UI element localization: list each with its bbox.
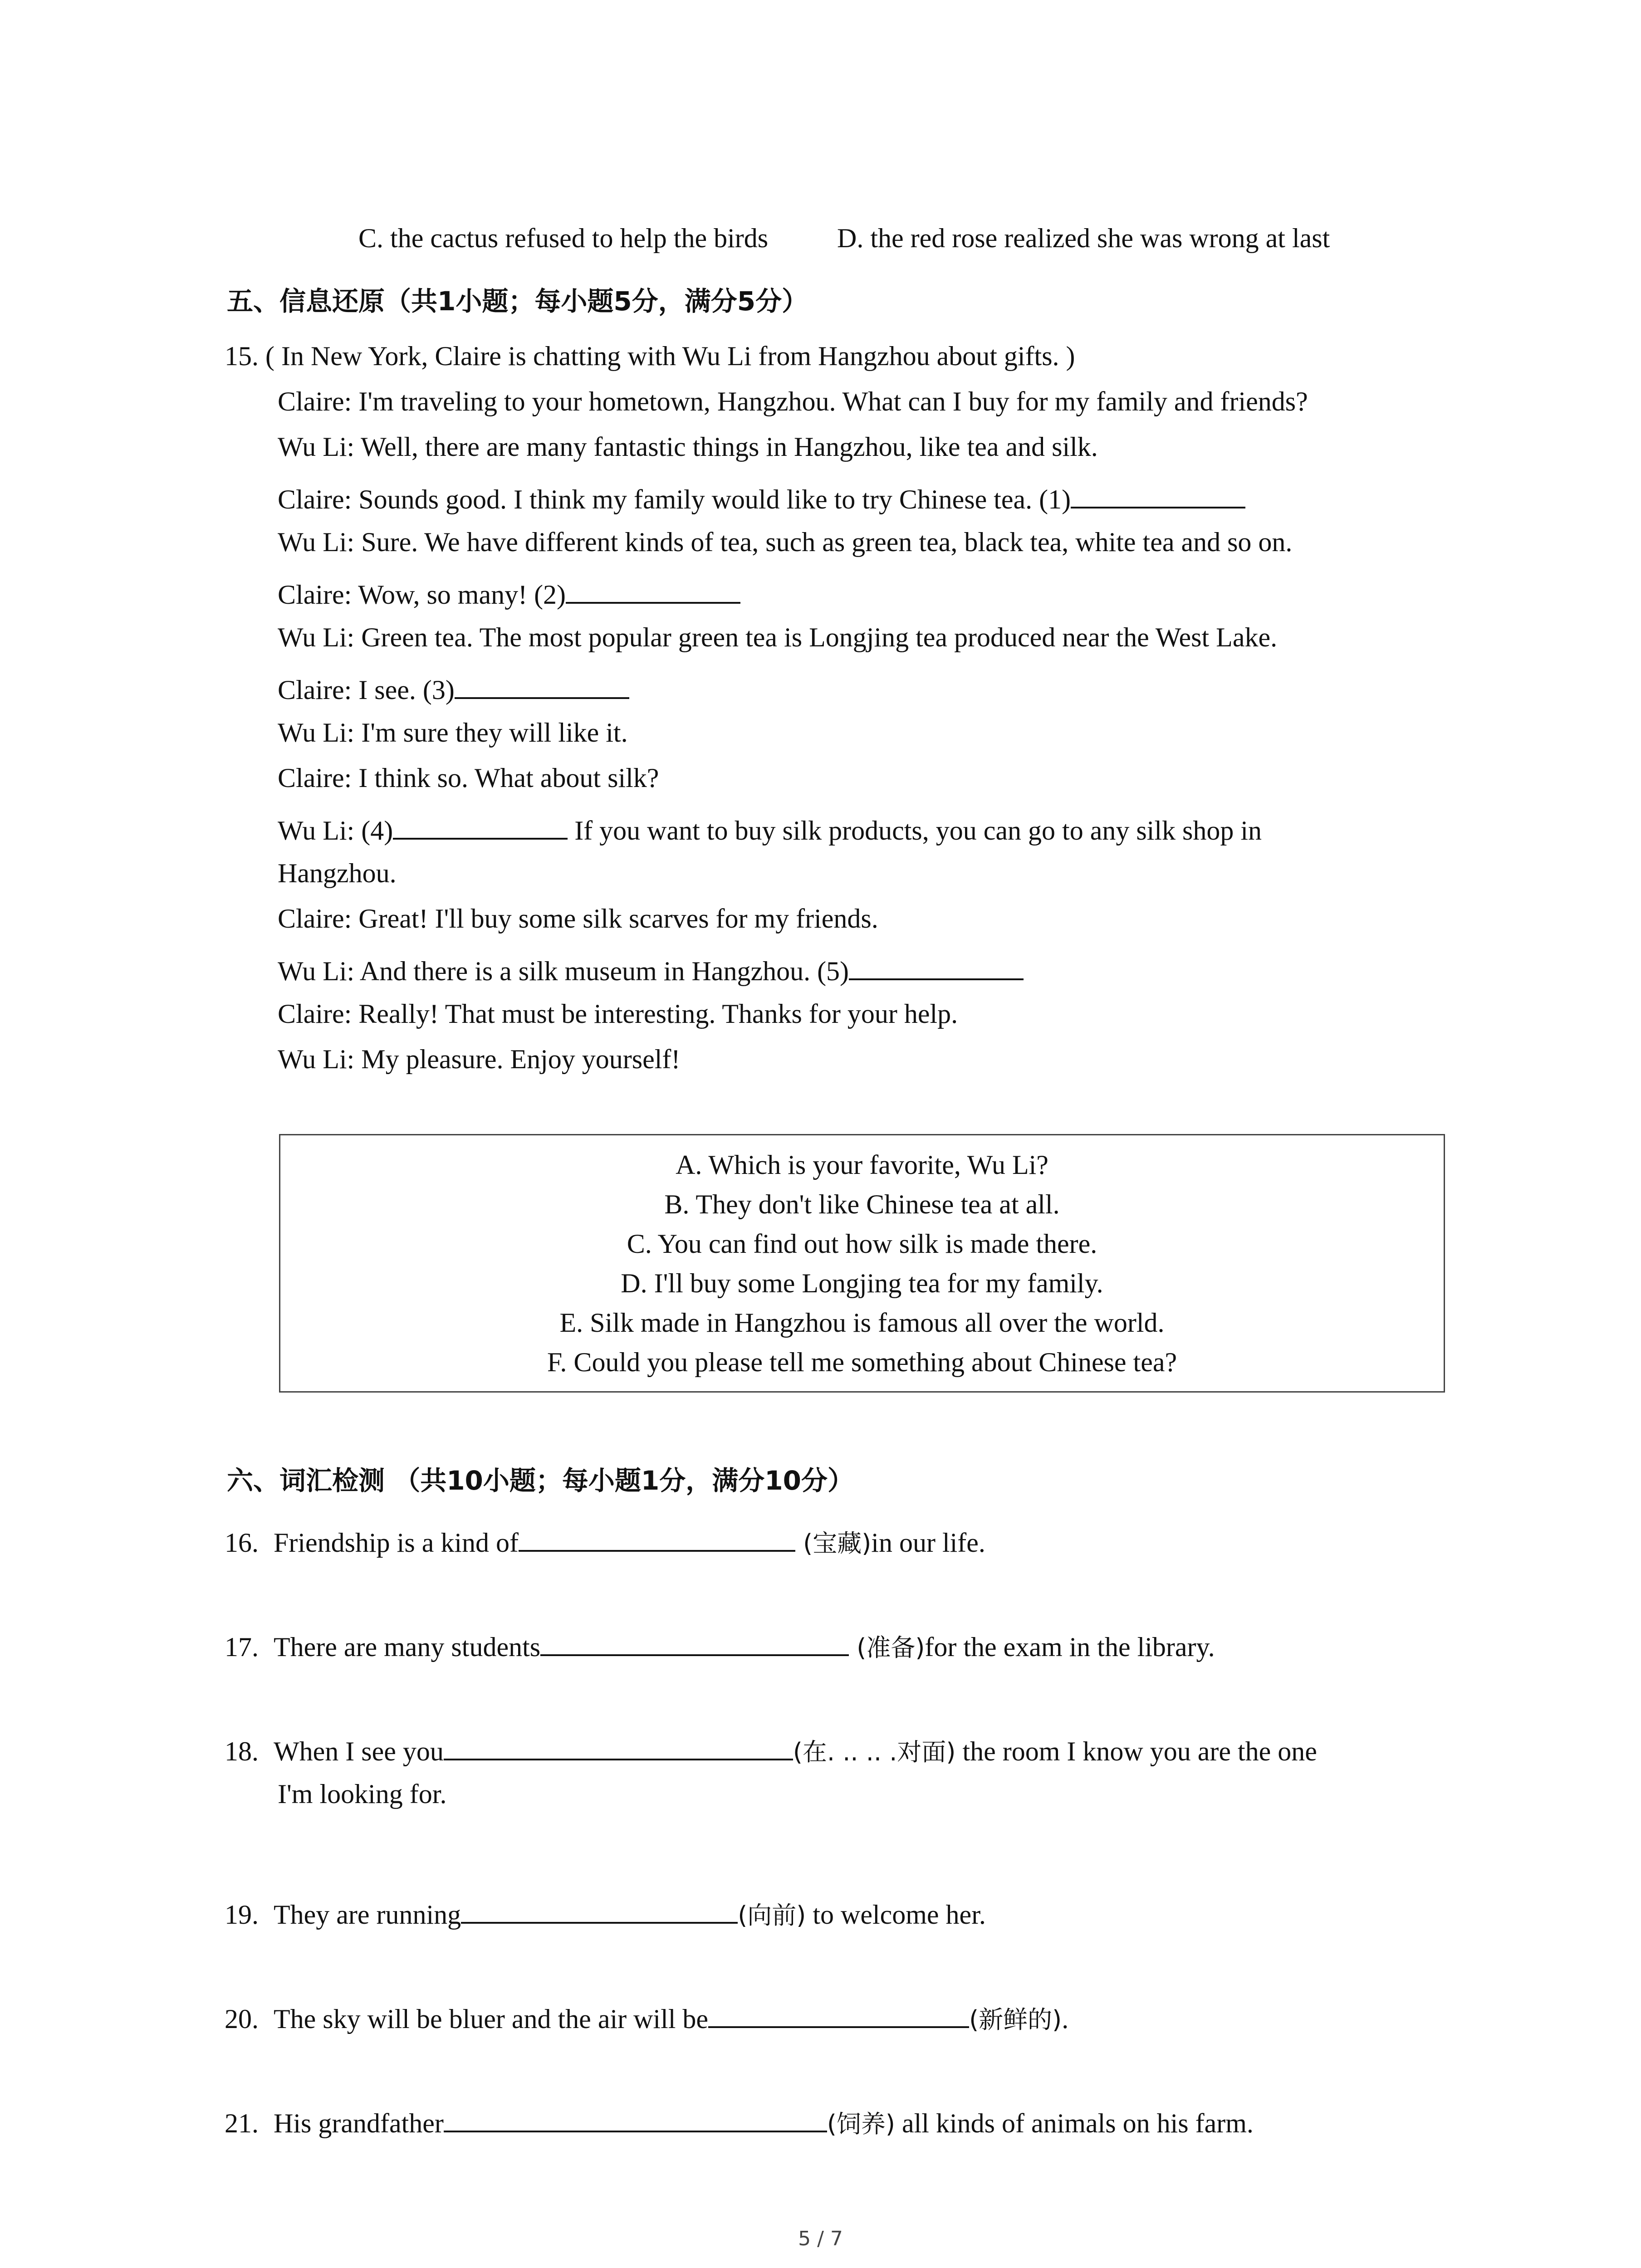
q20-text-after: .: [1062, 2004, 1069, 2034]
dialogue-line-5: [278, 578, 740, 608]
q17-text-after: for the exam in the library.: [925, 1632, 1215, 1662]
blank-1[interactable]: [1071, 483, 1245, 508]
option-d: D. I'll buy some Longjing tea for my family.: [621, 1268, 1103, 1298]
q21-blank[interactable]: [444, 2107, 827, 2132]
dialogue-line-2: Wu Li: Well, there are many fantastic things in Hangzhou, like tea and silk.: [278, 432, 1098, 462]
q17-number: 17.: [225, 1632, 259, 1662]
question-16: [225, 1526, 985, 1556]
dialogue-line-3: [278, 483, 1245, 513]
q20-hint: (新鲜的): [969, 2005, 1062, 2034]
q19-text-after: to welcome her.: [806, 1900, 986, 1930]
option-c: C. You can find out how silk is made there.: [627, 1229, 1097, 1259]
q16-text-after: in our life.: [871, 1528, 985, 1558]
q21-text-after: all kinds of animals on his farm.: [895, 2108, 1254, 2138]
question-20: [225, 2003, 1068, 2033]
page-number: 5 / 7: [798, 2227, 843, 2250]
dialogue-line-11: Hangzhou.: [278, 858, 397, 888]
q19-blank[interactable]: [461, 1898, 738, 1924]
dialogue-line-10-rest: If you want to buy silk products, you can go to any silk shop in: [568, 816, 1262, 846]
blank-3[interactable]: [455, 674, 629, 699]
q20-text: The sky will be bluer and the air will be: [274, 2004, 709, 2034]
blank-5[interactable]: [849, 955, 1024, 980]
blank-4[interactable]: [393, 814, 568, 840]
q21-number: 21.: [225, 2108, 259, 2138]
q14-option-d: D. the red rose realized she was wrong at last: [837, 223, 1330, 253]
dialogue-line-1: Claire: I'm traveling to your hometown, Hangzhou. What can I buy for my family and friends?: [278, 386, 1308, 416]
section5-heading: 五、信息还原（共1小题；每小题5分，满分5分）: [227, 286, 808, 317]
dialogue-line-13: [278, 955, 1024, 985]
question-17: [225, 1631, 1215, 1661]
q20-blank[interactable]: [708, 2003, 969, 2028]
q18-text-after: the room I know you are the one: [955, 1736, 1317, 1766]
dialogue-line-13-text: Wu Li: And there is a silk museum in Hangzhou. (5): [278, 956, 849, 986]
q16-number: 16.: [225, 1528, 259, 1558]
q19-number: 19.: [225, 1900, 259, 1930]
option-b: B. They don't like Chinese tea at all.: [664, 1189, 1060, 1219]
question-18: [225, 1735, 1317, 1765]
q16-text: Friendship is a kind of: [274, 1528, 519, 1558]
dialogue-line-7: [278, 674, 629, 704]
dialogue-line-9: Claire: I think so. What about silk?: [278, 763, 659, 793]
dialogue-line-8: Wu Li: I'm sure they will like it.: [278, 718, 628, 748]
q18-text: When I see you: [274, 1736, 444, 1766]
dialogue-line-6: Wu Li: Green tea. The most popular green tea is Longjing tea produced near the West Lake.: [278, 622, 1278, 652]
section6-heading: 六、词汇检测 （共10小题；每小题1分，满分10分）: [227, 1465, 854, 1496]
q18-blank[interactable]: [444, 1735, 793, 1760]
q14-option-c: C. the cactus refused to help the birds: [358, 223, 769, 253]
q18-continuation: I'm looking for.: [278, 1779, 447, 1809]
dialogue-line-14: Claire: Really! That must be interesting. Thanks for your help.: [278, 999, 958, 1029]
option-a: A. Which is your favorite, Wu Li?: [676, 1150, 1048, 1180]
q15-intro: 15. ( In New York, Claire is chatting with Wu Li from Hangzhou about gifts. ): [225, 341, 1075, 371]
dialogue-line-7-text: Claire: I see. (3): [278, 675, 455, 705]
blank-2[interactable]: [566, 578, 740, 604]
dialogue-line-3-text: Claire: Sounds good. I think my family would like to try Chinese tea. (1): [278, 484, 1071, 514]
q18-hint: (在. .. .. .对面): [793, 1738, 956, 1766]
q17-hint: (准备): [849, 1633, 925, 1662]
option-f: F. Could you please tell me something about Chinese tea?: [547, 1347, 1177, 1377]
q21-hint: (饲养): [827, 2110, 895, 2138]
q17-blank[interactable]: [540, 1631, 849, 1656]
q16-hint: (宝藏): [795, 1529, 872, 1558]
dialogue-line-4: Wu Li: Sure. We have different kinds of tea, such as green tea, black tea, white tea and so on.: [278, 527, 1293, 557]
dialogue-line-12: Claire: Great! I'll buy some silk scarves for my friends.: [278, 904, 878, 934]
q21-text: His grandfather: [274, 2108, 444, 2138]
dialogue-line-5-text: Claire: Wow, so many! (2): [278, 580, 566, 610]
q18-number: 18.: [225, 1736, 259, 1766]
q19-hint: (向前): [738, 1901, 806, 1930]
q16-blank[interactable]: [519, 1526, 795, 1552]
question-21: [225, 2107, 1254, 2137]
q20-number: 20.: [225, 2004, 259, 2034]
question-19: [225, 1898, 986, 1928]
options-box: [279, 1134, 1445, 1393]
dialogue-line-10-text: Wu Li: (4): [278, 816, 393, 846]
option-e: E. Silk made in Hangzhou is famous all over the world.: [559, 1308, 1165, 1338]
dialogue-line-10: [278, 814, 1262, 844]
dialogue-line-15: Wu Li: My pleasure. Enjoy yourself!: [278, 1044, 681, 1074]
q17-text: There are many students: [274, 1632, 541, 1662]
q19-text: They are running: [274, 1900, 461, 1930]
